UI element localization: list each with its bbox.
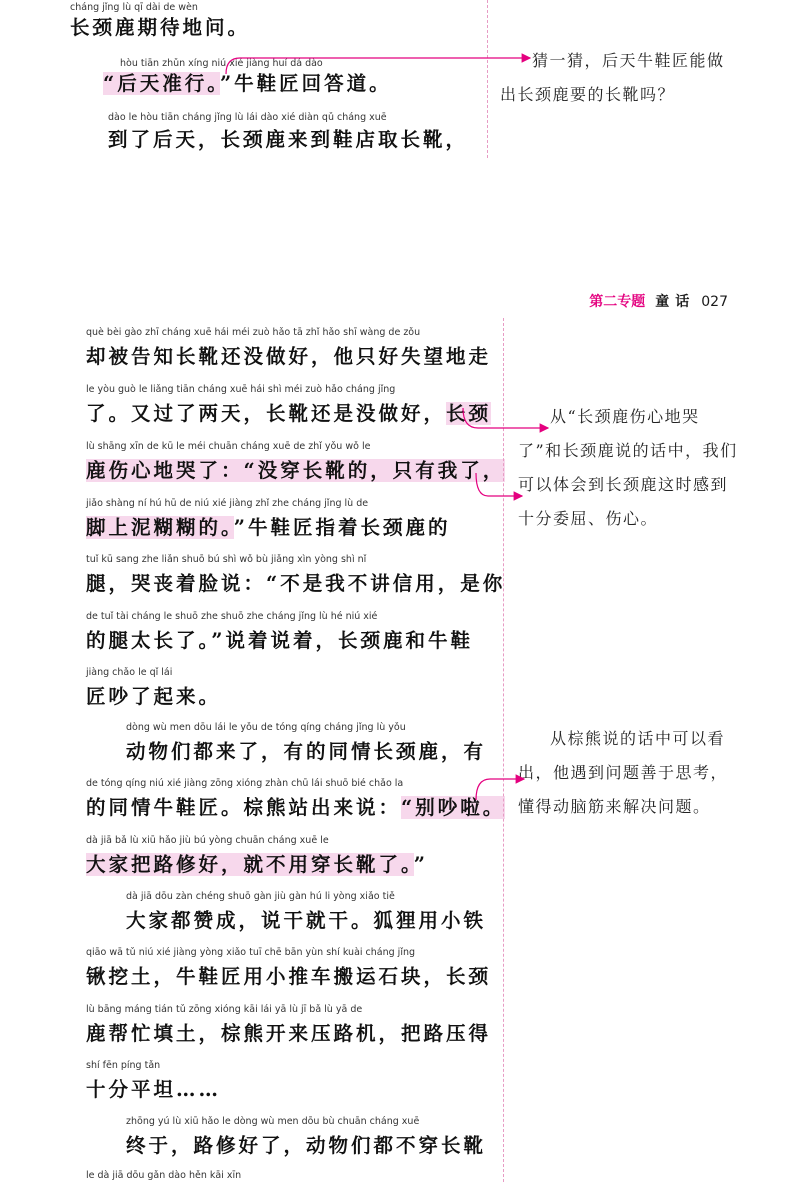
pinyin-line: dà jiā dōu zàn chéng shuō gàn jiù gàn hú li yòng xiǎo tiě	[126, 891, 395, 902]
text-line: 的腿太长了。”说着说着，长颈鹿和牛鞋	[86, 629, 473, 652]
plain-text: ”牛鞋匠回答道。	[219, 72, 392, 95]
text-line	[86, 512, 450, 540]
text-line: 鹿帮忙填土，棕熊开来压路机，把路压得	[86, 1022, 492, 1045]
pinyin-line: le dà jiā dōu gǎn dào hěn kāi xīn	[86, 1170, 242, 1181]
pinyin-line: shí fēn píng tǎn	[86, 1060, 161, 1071]
margin-note: 从棕熊说的话中可以看出，他遇到问题善于思考，懂得动脑筋来解决问题。	[518, 729, 729, 816]
text-line: 大家都赞成，说干就干。狐狸用小铁	[126, 909, 487, 932]
pinyin-line: hòu tiān zhǔn xíng niú xié jiàng huí dá dào	[120, 58, 323, 69]
text-line	[86, 455, 505, 483]
margin-divider	[487, 0, 488, 158]
pinyin-line: jiàng chǎo le qǐ lái	[86, 667, 173, 678]
pinyin-line: què bèi gào zhī cháng xuē hái méi zuò hǎo tā zhǐ hǎo shī wàng de zǒu	[86, 327, 421, 338]
text-line: 动物们都来了，有的同情长颈鹿，有	[126, 740, 487, 763]
text-line: 锹挖土，牛鞋匠用小推车搬运石块，长颈	[86, 965, 492, 988]
section-label: 第二专题	[589, 294, 646, 310]
pinyin-line: lù shāng xīn de kū le méi chuān cháng xuē de zhǐ yǒu wǒ le	[86, 441, 371, 452]
highlight-text: 脚上泥糊糊的。	[86, 516, 234, 539]
pinyin-line: tuǐ kū sang zhe liǎn shuō bú shì wǒ bù jiǎng xìn yòng shì nǐ	[86, 554, 367, 565]
text-line: 匠吵了起来。	[86, 685, 222, 708]
pinyin-line: dào le hòu tiān cháng jǐng lù lái dào xié diàn qǔ cháng xuē	[108, 112, 387, 123]
text-line: 长颈鹿期待地问。	[70, 16, 251, 39]
highlight-text: “后天准行。	[103, 72, 220, 95]
page-number: 027	[701, 294, 728, 310]
pinyin-line: cháng jǐng lù qī dài de wèn	[70, 2, 198, 13]
text-line: 却被告知长靴还没做好，他只好失望地走	[86, 345, 492, 368]
text-line: 终于，路修好了，动物们都不穿长靴	[126, 1134, 487, 1157]
plain-text: 了。又过了两天，长靴还是没做好，	[86, 402, 447, 425]
pinyin-line: jiǎo shàng ní hú hū de niú xié jiàng zhǐ zhe cháng jǐng lù de	[86, 498, 369, 509]
pinyin-line: qiāo wā tǔ niú xié jiàng yòng xiǎo tuī chē bān yùn shí kuài cháng jǐng	[86, 947, 416, 958]
pinyin-line: dà jiā bǎ lù xiū hǎo jiù bú yòng chuān cháng xuē le	[86, 835, 329, 846]
pinyin-line: de tóng qíng niú xié jiàng zōng xióng zhàn chū lái shuō bié chǎo la	[86, 778, 404, 789]
margin-note: 从“长颈鹿伤心地哭了”和长颈鹿说的话中，我们可以体会到长颈鹿这时感到十分委屈、伤心。	[518, 407, 738, 528]
highlight-text: 长颈	[446, 402, 492, 425]
plain-text: ”	[413, 853, 428, 876]
plain-text: ”牛鞋匠指着长颈鹿的	[233, 516, 451, 539]
margin-divider	[503, 318, 504, 1182]
highlight-text: “别吵啦。	[401, 796, 506, 819]
chapter-label: 童话	[655, 294, 696, 310]
plain-text: 的同情牛鞋匠。棕熊站出来说：	[86, 796, 402, 819]
text-line	[86, 849, 428, 877]
pinyin-line: dòng wù men dōu lái le yǒu de tóng qíng cháng jǐng lù yǒu	[126, 722, 406, 733]
text-line	[86, 792, 505, 820]
text-line: 腿，哭丧着脸说：“不是我不讲信用，是你	[86, 572, 506, 595]
text-line	[86, 398, 491, 426]
highlight-text: 鹿伤心地哭了：“没穿长靴的，只有我了，	[86, 459, 506, 482]
margin-note: 猜一猜，后天牛鞋匠能做出长颈鹿要的长靴吗？	[500, 51, 725, 104]
pinyin-line: le yòu guò le liǎng tiān cháng xuē hái shì méi zuò hǎo cháng jǐng	[86, 384, 396, 395]
pinyin-line: de tuǐ tài cháng le shuō zhe shuō zhe cháng jǐng lù hé niú xié	[86, 611, 378, 622]
text-line	[103, 68, 392, 96]
text-line: 十分平坦……	[86, 1078, 222, 1101]
highlight-text: 大家把路修好，就不用穿长靴了。	[86, 853, 414, 876]
pinyin-line: zhōng yú lù xiū hǎo le dòng wù men dōu bù chuān cháng xuē	[126, 1116, 420, 1127]
text-line: 到了后天，长颈鹿来到鞋店取长靴，	[108, 128, 469, 151]
pinyin-line: lù bāng máng tián tǔ zōng xióng kāi lái yā lù jī bǎ lù yā de	[86, 1004, 363, 1015]
page-header	[589, 291, 728, 311]
